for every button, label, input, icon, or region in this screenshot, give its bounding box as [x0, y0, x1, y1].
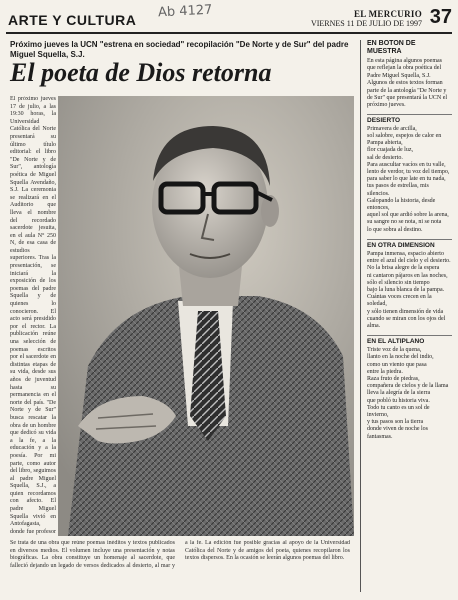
poem-line: tus pasos de estrellas, mis silencios. [367, 183, 429, 197]
sidebar-title: EN BOTON DE MUESTRA [367, 40, 416, 55]
masthead [311, 10, 422, 28]
page-header [6, 2, 452, 34]
poem-block [367, 239, 452, 330]
poem-list [367, 114, 452, 441]
poem-line: lento de verdor, tu voz del tiempo, [367, 169, 450, 176]
poem-line: y sólo tienen dimensión de vida [367, 308, 444, 315]
poem-block [367, 114, 452, 234]
poem-title: DESIERTO [367, 114, 452, 125]
poem-line: entre la piedra. [367, 368, 403, 375]
poem-line: Triste voz de la quena, [367, 347, 422, 354]
poem-line: cuando se miran con los ojos del alma. [367, 315, 446, 329]
poem-line: para saber lo que late en tu nada, [367, 176, 446, 183]
poem-line: llanto en la noche del indio, [367, 354, 434, 361]
poem-line: lleva la alegría de la sierra [367, 390, 431, 397]
portrait-illustration [58, 96, 354, 536]
poem-line: Pampa abierta, [367, 140, 403, 147]
page-number: 37 [429, 6, 452, 28]
poem-line: sal de desierto. [367, 154, 403, 161]
poem-line: Primavera de arcilla, [367, 125, 417, 132]
poem-line: sol salobre, espejos de calor en [367, 133, 442, 140]
poem-line: aquel sol que ardió sobre la arena, [367, 212, 449, 219]
handwritten-note: Ab 4127 [157, 2, 213, 21]
poem-line: entre el azul del cielo y el desierto. [367, 258, 451, 265]
poem-line: Todo tu canto es un sol de invierno, [367, 404, 430, 418]
poem-line: ni cantaron pájaros en las noches, [367, 272, 448, 279]
poem-title: EN OTRA DIMENSION [367, 239, 452, 250]
portrait-photo [58, 96, 354, 536]
poem-block [367, 335, 452, 441]
poem-line: su sangre no se nota, ni se nota [367, 219, 442, 226]
poem-line: Para auscultar vacíos en tu valle, [367, 161, 446, 168]
poem-line: compañera de cielos y de la llama [367, 383, 449, 390]
poem-title: EN EL ALTIPLANO [367, 335, 452, 346]
article-headline: El poeta de Dios retorna [10, 58, 272, 87]
poem-line: Raza fruto de piedras, [367, 375, 420, 382]
sidebar-intro: En esta página algunos poemas que reflejan la obra poética del Padre Miguel Squella, S.J. Algunos de estos textos forman parte de la antología "De Norte y de Sur" que presentará la UCN el próximo jueves. [367, 58, 448, 109]
poem-line: bajo la luna blanca de la pampa. [367, 286, 445, 293]
poem-line: y tus pasos son la tierra [367, 419, 424, 426]
sidebar-poems [360, 40, 452, 592]
poem-line: sólo el silencio sin tiempo [367, 279, 430, 286]
poem-line: donde viven de noche los fantasmas. [367, 426, 428, 440]
poem-line: Cuántas voces crecen en la soledad, [367, 294, 432, 308]
article-body-column: El próximo jueves 17 de julio, a las 19:30 horas, la Universidad Católica del Norte presentará su último título editorial: el libro "De Norte y de Sur", antología poética de Miguel Squella Avendaño, S.J. La ceremonia se realizará en el Auditorio que lleva el nombre del recordado sacerdote jesuita, en el aula N° 250 N, de esa casa de estudios superiores. Tras la presentación, se iniciará la exposición de los poemas del padre Squella y de quienes lo conocieron. El acto será presidido por el rector. La publicación reúne una selección de poemas escritos por el sacerdote en distintas etapas de su vida, desde sus años de juventud hasta su permanencia en el norte del país. "De Norte y de Sur" busca rescatar la obra de un hombre que dedicó su vida a la fe, a la educación y a la poesía. Por mi parte, como autor del libro, seguimos al padre Miguel Squella, S.J., a quien recordamos con afecto. El padre Miguel Squella vivió en Antofagasta, donde fue profesor [10, 96, 56, 535]
poem-line: No la brisa alegre de la espera [367, 265, 440, 272]
article-kicker: Próximo jueves la UCN "estrena en sociedad" recopilación "De Norte y de Sur" del padre Miguel Squella, S.J. [10, 40, 349, 59]
poem-line: Galopando la historia, desde entonces, [367, 197, 436, 212]
poem-line: lo que sobra al destino. [367, 226, 423, 233]
article-body-bottom: Se trata de una obra que reúne poemas inéditos y textos publicados en diversos medios. El volumen incluye una presentación y notas biográficas. La obra constituye un homenaje al sacerdote, que falleció dejando un legado de versos dedicados al desierto, al mar y a la fe. La edición fue posible gracias al apoyo de la Universidad Católica del Norte y de amigos del poeta, quienes recopilaron los textos dispersos. En la ocasión se leerán algunos poemas del libro. [10, 540, 350, 569]
newspaper-name: EL MERCURIO [353, 9, 422, 19]
poem-line: como un viento que pasa [367, 361, 427, 368]
poem-line: flor cuajada de luz, [367, 147, 413, 154]
section-title: ARTE Y CULTURA [8, 12, 137, 28]
poem-line: que pobló tu historia viva. [367, 397, 430, 404]
issue-date: VIERNES 11 DE JULIO DE 1997 [310, 19, 422, 28]
poem-line: Pampa inmensa, espacio abierto [367, 250, 444, 257]
